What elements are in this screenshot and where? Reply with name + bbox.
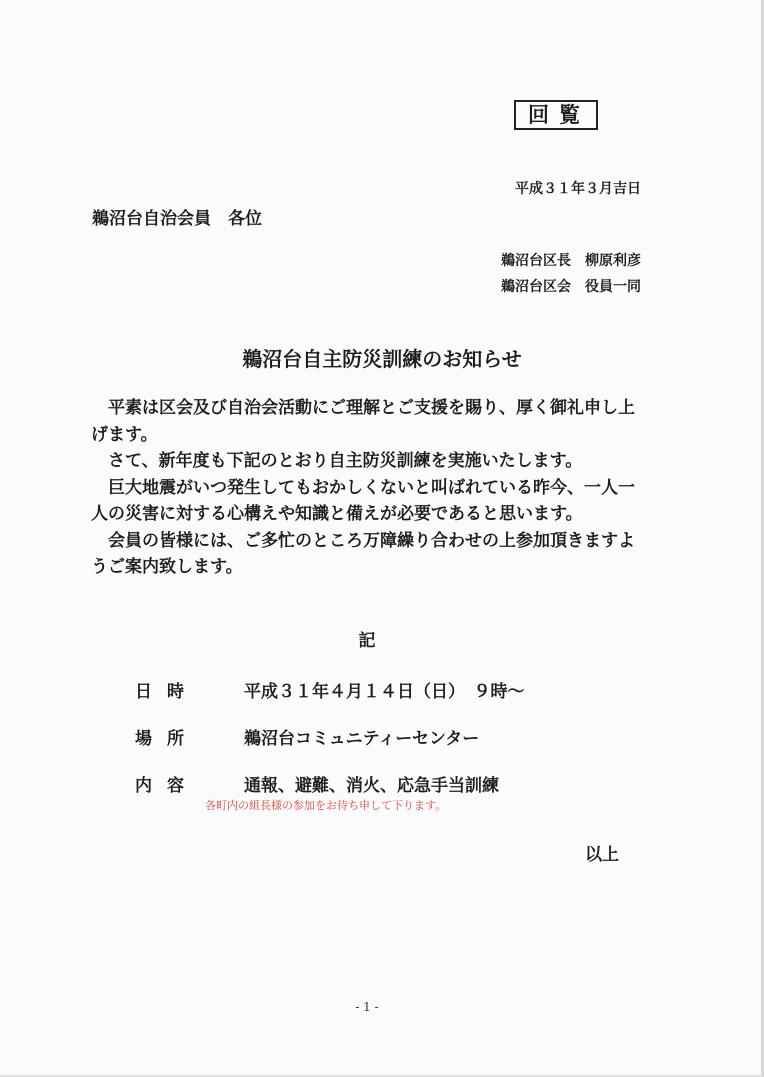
- page-number: - 1 -: [355, 1000, 379, 1014]
- detail-value-content: 通報、避難、消火、応急手当訓練: [244, 776, 499, 796]
- sender-line: 鵜沼台区会 役員一同: [501, 279, 641, 295]
- circulation-stamp: 回覧: [514, 100, 598, 130]
- detail-label-content: 内容: [135, 776, 199, 796]
- detail-label-datetime: 日時: [135, 682, 199, 702]
- closing-mark: 以上: [585, 845, 619, 865]
- sender-line: 鵜沼台区長 柳原利彦: [501, 253, 641, 269]
- issue-date: 平成３１年３月吉日: [515, 181, 641, 197]
- detail-value-datetime: 平成３１年４月１４日（日） ９時～: [244, 682, 525, 702]
- handwritten-note: 各町内の組長様の参加をお待ち申して下ります。: [205, 799, 447, 812]
- body-paragraph: 平素は区会及び自治会活動にご理解とご支援を賜り、厚く御礼申し上げます。: [91, 398, 635, 445]
- ki-heading: 記: [358, 631, 376, 651]
- notice-title: 鵜沼台自主防災訓練のお知らせ: [242, 347, 522, 371]
- body-paragraph: さて、新年度も下記のとおり自主防災訓練を実施いたします。: [108, 451, 583, 471]
- detail-value-place: 鵜沼台コミュニティーセンター: [244, 729, 480, 749]
- addressee: 鵜沼台自治会員 各位: [92, 209, 262, 229]
- body-paragraph: 会員の皆様には、ご多忙のところ万障繰り合わせの上参加頂きますようご案内致します。: [91, 530, 635, 577]
- notice-body: [91, 395, 651, 581]
- detail-label-place: 場所: [135, 729, 199, 749]
- body-paragraph: 巨大地震がいつ発生してもおかしくないと叫ばれている昨今、一人一人の災害に対する心構えや知識と備えが必要であると思います。: [91, 477, 635, 524]
